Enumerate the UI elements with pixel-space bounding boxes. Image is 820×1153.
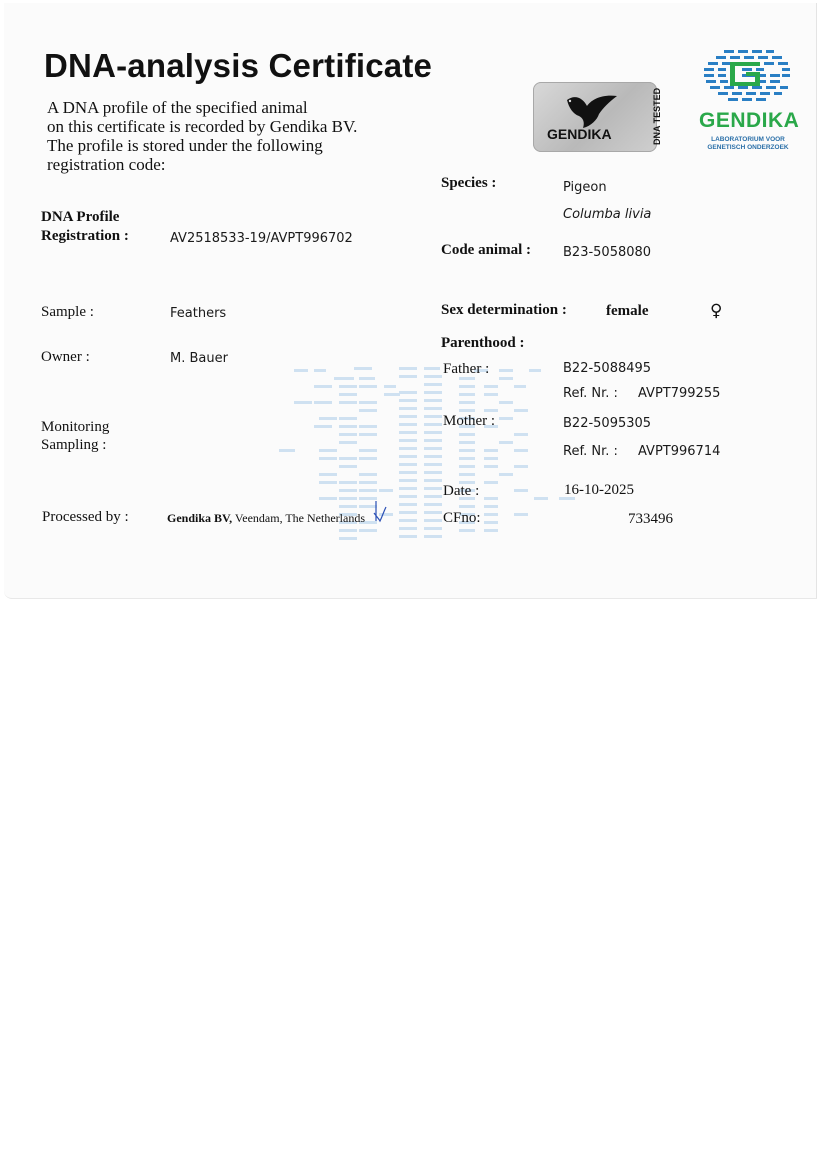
processed-by-value bbox=[167, 511, 365, 526]
logo-subtitle-line: GENETISCH ONDERZOEK bbox=[707, 144, 789, 151]
mother-code: B22-5095305 bbox=[563, 416, 652, 431]
processed-place: Veendam, The Netherlands bbox=[232, 511, 365, 525]
species-label: Species : bbox=[441, 175, 497, 191]
sampling-label: Sampling : bbox=[41, 437, 107, 453]
processed-by-label: Processed by : bbox=[42, 509, 129, 525]
registration-code: AV2518533-19/AVPT996702 bbox=[170, 231, 353, 246]
seal-text: DNA TESTED bbox=[652, 87, 662, 145]
father-ref-label: Ref. Nr. : bbox=[563, 386, 618, 401]
gendika-logo bbox=[698, 48, 798, 160]
dna-profile-label: DNA Profile bbox=[41, 209, 120, 225]
sex-value: female bbox=[606, 303, 649, 319]
intro-line: on this certificate is recorded by Gendika BV. bbox=[47, 117, 358, 136]
intro-line: registration code: bbox=[47, 155, 166, 174]
sex-label: Sex determination : bbox=[441, 302, 567, 318]
sample-value: Feathers bbox=[170, 306, 227, 321]
pigeon-icon bbox=[561, 90, 623, 130]
signature-mark bbox=[368, 499, 388, 525]
seal-brand: GENDIKA bbox=[547, 126, 612, 142]
mother-label: Mother : bbox=[443, 413, 496, 429]
father-code: B22-5088495 bbox=[563, 361, 652, 376]
processed-company: Gendika BV, bbox=[167, 511, 233, 525]
logo-subtitle bbox=[702, 136, 794, 152]
certificate-card bbox=[4, 3, 817, 599]
certificate-title: DNA-analysis Certificate bbox=[44, 47, 433, 84]
registration-label: Registration : bbox=[41, 228, 129, 244]
intro-line: A DNA profile of the specified animal bbox=[47, 98, 308, 117]
sample-label: Sample : bbox=[41, 304, 94, 320]
female-icon: ♀ bbox=[710, 301, 723, 321]
logo-brand: GENDIKA bbox=[699, 109, 800, 132]
dna-tested-seal bbox=[533, 82, 662, 152]
monitoring-label: Monitoring bbox=[41, 419, 110, 435]
father-ref: AVPT799255 bbox=[638, 386, 721, 401]
code-animal-value: B23-5058080 bbox=[563, 245, 652, 260]
mother-ref-label: Ref. Nr. : bbox=[563, 444, 618, 459]
logo-subtitle-line: LABORATORIUM VOOR bbox=[711, 136, 785, 143]
father-label: Father : bbox=[443, 361, 490, 377]
species-common: Pigeon bbox=[563, 180, 607, 195]
owner-value: M. Bauer bbox=[170, 351, 228, 366]
gendika-g-icon bbox=[702, 48, 794, 104]
code-animal-label: Code animal : bbox=[441, 242, 531, 258]
intro-line: The profile is stored under the following bbox=[47, 136, 323, 155]
cfno-value: 733496 bbox=[628, 511, 673, 527]
parenthood-label: Parenthood : bbox=[441, 335, 525, 351]
cfno-label: CFno: bbox=[443, 510, 481, 526]
intro-text bbox=[47, 98, 387, 174]
date-label: Date : bbox=[443, 483, 480, 499]
species-latin: Columba livia bbox=[563, 207, 652, 222]
owner-label: Owner : bbox=[41, 349, 90, 365]
mother-ref: AVPT996714 bbox=[638, 444, 721, 459]
date-value: 16-10-2025 bbox=[564, 482, 634, 498]
